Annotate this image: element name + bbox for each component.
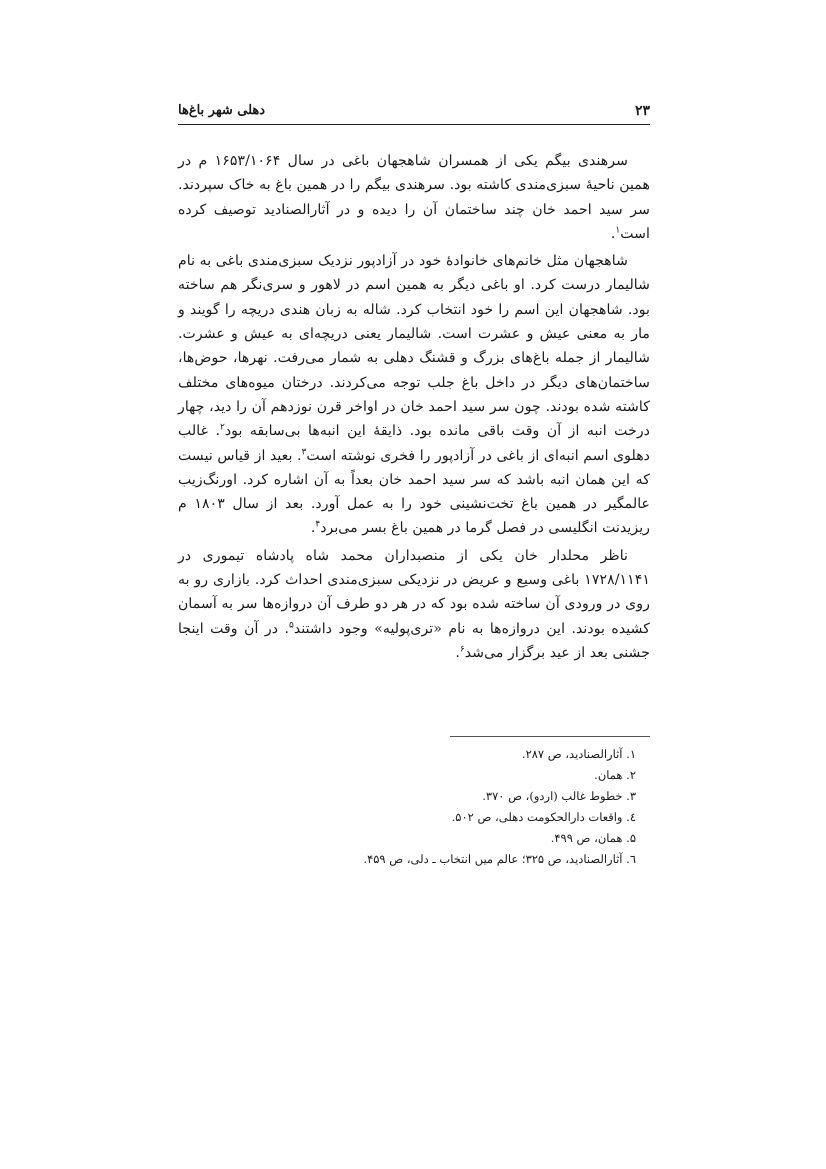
footnote-ref-3: ۳ bbox=[301, 446, 307, 457]
footnote-divider bbox=[450, 736, 650, 737]
footnote-ref-1: ۱ bbox=[615, 225, 621, 236]
paragraph-nazir-mahaldar bbox=[178, 544, 650, 665]
footnote-item: ۵. همان، ص ۴۹۹. bbox=[550, 831, 636, 845]
footnotes-list bbox=[178, 744, 650, 870]
main-text bbox=[178, 149, 650, 668]
paragraph-text: ناظر محلدار خان یکی از منصبداران محمد شاه پادشاه تیموری در ۱۷۲۸/۱۱۴۱ باغی وسیع و عریض در نزدیکی سبزی‌مندی احداث کرد. بازاری رو به روی در ورودی آن ساخته شده بود که در هر دو طرف آن دروازه‌ها سر به آسمان کشیده بودند. این دروازه‌ها به نام «تری‌پولیه» وجود داشتند bbox=[178, 547, 650, 637]
running-title: دهلی شهر باغ‌ها bbox=[178, 103, 266, 118]
footnote-ref-2: ۲ bbox=[219, 422, 225, 433]
footnote-ref-5: ۵ bbox=[289, 619, 294, 630]
paragraph-text: شاهجهان مثل خانم‌های خانوادهٔ خود در آزادپور نزدیک سبزی‌مندی باغی به نام شالیمار درست کرد. او باغی دیگر به همین اسم در لاهور و سری‌نگر هم ساخته بود. شاهجهان این اسم را خود انتخاب کرد. شاله به زبان هندی دریچه را گویند و مار به معنی عیش و عشرت است. شالیمار یعنی دریچه‌ای به عیش و عشرت. شالیمار از جمله باغ‌های بزرگ و قشنگ دهلی به شمار می‌رفت. نهرها، حوض‌ها، ساختمان‌های دیگر در داخل باغ جلب توجه می‌کردند. درختان میوه‌های مختلف کاشته شده بودند. چون سر سید احمد خان در اواخر قرن نوزدهم آن را دید، چهار درخت انبه از آن وقت باقی مانده بود. ذایقهٔ این انبه‌ها بی‌سابقه بود bbox=[178, 253, 651, 440]
footnote-item: ۱. آثارالصنادید، ص ۲۸۷. bbox=[521, 747, 636, 761]
paragraph-sarhindi-begum bbox=[178, 149, 650, 246]
paragraph-text-2: . در آن وقت اینجا جشنی بعد از عید برگزار می‌شد bbox=[178, 620, 650, 661]
paragraph-text-3: . بعید از قیاس نیست که این همان انبه باشد که سر سید احمد خان بعداً به آن اشاره کرد. اورنگ‌زیب عالمگیر در همین باغ تخت‌نشینی خود را به عمل آورد. بعد از سال ۱۸۰۳ م ریزیدنت انگلیسی در فصل گرما در همین باغ بسر می‌برد bbox=[178, 447, 650, 537]
paragraph-text-2: . غالب دهلوی اسم انبه‌ای از باغی در آزادپور را فخری نوشته است bbox=[178, 423, 650, 464]
running-header bbox=[178, 100, 650, 125]
footnote-ref-6: ۶ bbox=[459, 644, 465, 655]
footnote-item: ۳. خطوط غالب (اردو)، ص ۳۷۰. bbox=[482, 789, 636, 803]
paragraph-tail: . bbox=[310, 520, 316, 537]
paragraph-shalimar bbox=[178, 249, 650, 541]
paragraph-text: سرهندی بیگم یکی از همسران شاهجهان باغی در سال ۱۶۵۳/۱۰۶۴ م در همین ناحیهٔ سبزی‌مندی کاشته بود. سرهندی بیگم را در همین باغ به خاک سپردند. سر سید احمد خان چند ساختمان آن را دیده و در آثارالصنادید توصیف کرده است bbox=[178, 153, 650, 242]
footnote-ref-4: ۴ bbox=[315, 519, 321, 530]
footnote-item: ۲. همان. bbox=[594, 768, 636, 782]
footnote-item: ٤. واقعات دارالحکومت دهلی، ص ۵۰۲. bbox=[451, 810, 636, 824]
footnote-item: ٦. آثارالصنادید، ص ۳۲۵؛ عالم میں انتخاب ـ دلی، ص ۴۵۹. bbox=[363, 852, 636, 866]
paragraph-tail: . bbox=[610, 225, 616, 242]
paragraph-tail: . bbox=[455, 644, 460, 661]
page-number: ۲۳ bbox=[634, 103, 650, 119]
